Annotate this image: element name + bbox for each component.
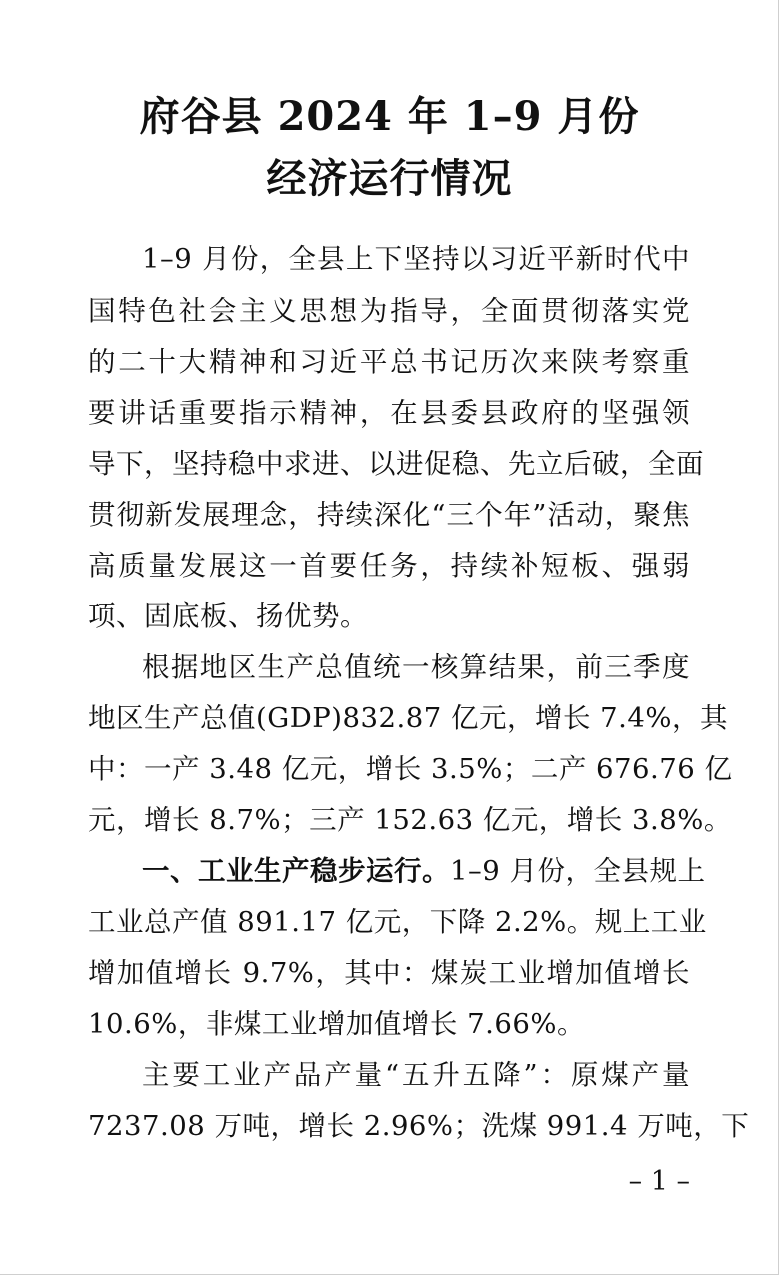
paragraph-3-line-3: 增加值增长 9.7%，其中：煤炭工业增加值增长 <box>88 957 690 989</box>
paragraph-1-line-8: 项、固底板、扬优势。 <box>88 600 368 632</box>
paragraph-2-line-4: 元，增长 8.7%；三产 152.63 亿元，增长 3.8%。 <box>88 804 732 836</box>
paragraph-1-line-5: 导下，坚持稳中求进、以进促稳、先立后破，全面 <box>88 448 704 480</box>
paragraph-1-line-6: 贯彻新发展理念，持续深化“三个年”活动，聚焦 <box>88 499 690 531</box>
paragraph-3-line-2: 工业总产值 891.17 亿元，下降 2.2%。规上工业 <box>88 906 707 938</box>
paragraph-1-line-7: 高质量发展这一首要任务，持续补短板、强弱 <box>88 550 690 582</box>
document-title-line-2: 经济运行情况 <box>266 155 513 202</box>
paragraph-4-line-1: 主要工业产品产量“五升五降”：原煤产量 <box>142 1059 690 1091</box>
paragraph-3-line-1 <box>142 855 706 887</box>
paragraph-4-line-2: 7237.08 万吨，增长 2.96%；洗煤 991.4 万吨，下 <box>88 1110 750 1142</box>
paragraph-1-line-3: 的二十大精神和习近平总书记历次来陕考察重 <box>88 346 690 378</box>
paragraph-2-line-3: 中：一产 3.48 亿元，增长 3.5%；二产 676.76 亿 <box>88 753 733 785</box>
paragraph-1-line-1: 1–9 月份，全县上下坚持以习近平新时代中 <box>142 243 690 275</box>
page-number: – 1 – <box>628 1166 690 1197</box>
paragraph-3-line-4: 10.6%，非煤工业增加值增长 7.66%。 <box>88 1008 585 1040</box>
section-heading-industry: 一、工业生产稳步运行。 <box>142 855 450 887</box>
paragraph-2-line-1: 根据地区生产总值统一核算结果，前三季度 <box>142 651 690 683</box>
paragraph-2-line-2: 地区生产总值(GDP)832.87 亿元，增长 7.4%，其 <box>88 702 729 734</box>
paragraph-1-line-2: 国特色社会主义思想为指导，全面贯彻落实党 <box>88 295 690 327</box>
paragraph-3-line-1-text: 1–9 月份，全县规上 <box>450 855 706 887</box>
paragraph-1-line-4: 要讲话重要指示精神，在县委县政府的坚强领 <box>88 397 690 429</box>
document-title-line-1: 府谷县 2024 年 1–9 月份 <box>139 93 640 140</box>
